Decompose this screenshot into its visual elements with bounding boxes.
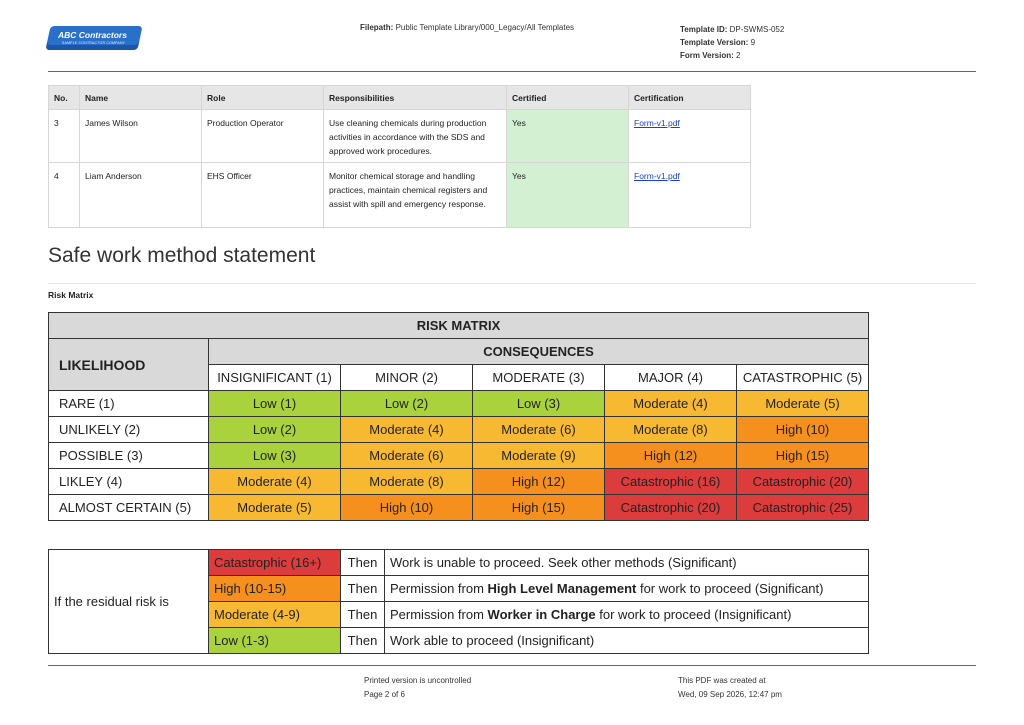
row-no: 4 [49, 163, 80, 228]
matrix-title: RISK MATRIX [49, 313, 869, 339]
likelihood-header: LIKELIHOOD [49, 339, 209, 391]
matrix-row [49, 469, 869, 495]
residual-risk-table [48, 549, 869, 654]
risk-cell-moderate: Moderate (4) [209, 469, 341, 495]
footer-divider [48, 665, 976, 666]
risk-cell-moderate: Moderate (8) [341, 469, 473, 495]
risk-cell-catastrophic: Catastrophic (20) [605, 495, 737, 521]
likelihood-label: RARE (1) [49, 391, 209, 417]
matrix-row [49, 495, 869, 521]
residual-level-catastrophic: Catastrophic (16+) [209, 550, 341, 576]
consequence-header: MAJOR (4) [605, 365, 737, 391]
filepath [360, 23, 574, 32]
residual-then: Then [341, 576, 385, 602]
residual-action [385, 602, 869, 628]
residual-intro: If the residual risk is [49, 550, 209, 654]
risk-cell-moderate: Moderate (6) [341, 443, 473, 469]
action-approver: Worker in Charge [487, 607, 596, 622]
row-certified: Yes [507, 110, 629, 163]
uncontrolled-notice: Printed version is uncontrolled [364, 676, 472, 685]
risk-cell-high: High (12) [605, 443, 737, 469]
risk-cell-moderate: Moderate (8) [605, 417, 737, 443]
row-certification [629, 163, 751, 228]
row-certified: Yes [507, 163, 629, 228]
matrix-row [49, 417, 869, 443]
consequence-header: MINOR (2) [341, 365, 473, 391]
page-number: Page 2 of 6 [364, 690, 405, 699]
section-divider [48, 283, 976, 284]
row-name: Liam Anderson [80, 163, 202, 228]
created-timestamp: Wed, 09 Sep 2026, 12:47 pm [678, 690, 782, 699]
row-role: Production Operator [202, 110, 324, 163]
logo-tagline: SAMPLE CONTRACTOR COMPANY [62, 41, 126, 45]
col-responsibilities: Responsibilities [324, 86, 507, 110]
risk-cell-moderate: Moderate (9) [473, 443, 605, 469]
filepath-label: Filepath: [360, 23, 394, 32]
action-text: Work is unable to proceed. Seek other methods (Significant) [390, 555, 737, 570]
col-certified: Certified [507, 86, 629, 110]
footer-right [678, 674, 782, 702]
risk-cell-low: Low (3) [209, 443, 341, 469]
risk-cell-low: Low (1) [209, 391, 341, 417]
col-no: No. [49, 86, 80, 110]
company-logo [48, 26, 140, 50]
row-name: James Wilson [80, 110, 202, 163]
consequence-header: CATASTROPHIC (5) [737, 365, 869, 391]
risk-cell-catastrophic: Catastrophic (20) [737, 469, 869, 495]
residual-then: Then [341, 602, 385, 628]
col-name: Name [80, 86, 202, 110]
template-version [680, 36, 784, 49]
matrix-title-row [49, 313, 869, 339]
created-label: This PDF was created at [678, 676, 766, 685]
table-row [49, 110, 751, 163]
risk-cell-moderate: Moderate (6) [473, 417, 605, 443]
residual-level-high: High (10-15) [209, 576, 341, 602]
row-certification [629, 110, 751, 163]
risk-cell-moderate: Moderate (4) [341, 417, 473, 443]
risk-cell-high: High (15) [737, 443, 869, 469]
row-role: EHS Officer [202, 163, 324, 228]
risk-cell-low: Low (2) [209, 417, 341, 443]
filepath-value: Public Template Library/000_Legacy/All Templates [395, 23, 575, 32]
action-text: Permission from [390, 607, 488, 622]
col-role: Role [202, 86, 324, 110]
action-text-end: for work to proceed (Insignificant) [595, 607, 792, 622]
table-row [49, 163, 751, 228]
template-id [680, 23, 784, 36]
consequence-header: INSIGNIFICANT (1) [209, 365, 341, 391]
likelihood-label: UNLIKELY (2) [49, 417, 209, 443]
personnel-table [48, 85, 751, 228]
risk-cell-high: High (10) [737, 417, 869, 443]
action-approver: High Level Management [487, 581, 637, 596]
matrix-row [49, 443, 869, 469]
risk-cell-high: High (10) [341, 495, 473, 521]
action-text: Work able to proceed (Insignificant) [390, 633, 595, 648]
col-certification: Certification [629, 86, 751, 110]
template-id-label: Template ID: [680, 25, 728, 34]
risk-cell-high: High (15) [473, 495, 605, 521]
form-version-value: 2 [736, 51, 741, 60]
residual-then: Then [341, 628, 385, 654]
risk-matrix-label: Risk Matrix [48, 290, 94, 300]
risk-cell-catastrophic: Catastrophic (25) [737, 495, 869, 521]
risk-cell-catastrophic: Catastrophic (16) [605, 469, 737, 495]
residual-action [385, 628, 869, 654]
consequence-header: MODERATE (3) [473, 365, 605, 391]
residual-level-moderate: Moderate (4-9) [209, 602, 341, 628]
logo-name: ABC Contractors [58, 30, 127, 40]
template-version-value: 9 [750, 38, 756, 47]
personnel-header-row [49, 86, 751, 110]
form-version-label: Form Version: [680, 51, 734, 60]
likelihood-label: POSSIBLE (3) [49, 443, 209, 469]
row-responsibilities: Monitor chemical storage and handling practices, maintain chemical registers and assist with spill and emergency response. [324, 163, 507, 228]
risk-matrix [48, 312, 869, 521]
risk-cell-high: High (12) [473, 469, 605, 495]
action-text: Permission from [390, 581, 488, 596]
likelihood-label: LIKLEY (4) [49, 469, 209, 495]
residual-level-low: Low (1-3) [209, 628, 341, 654]
likelihood-label: ALMOST CERTAIN (5) [49, 495, 209, 521]
residual-action [385, 550, 869, 576]
matrix-consequences-row [49, 339, 869, 365]
header-divider [48, 71, 976, 72]
risk-cell-moderate: Moderate (5) [737, 391, 869, 417]
certification-link[interactable]: Form-v1.pdf [634, 118, 680, 128]
footer-left [364, 674, 471, 702]
matrix-row [49, 391, 869, 417]
risk-cell-low: Low (3) [473, 391, 605, 417]
residual-row [49, 550, 869, 576]
row-no: 3 [49, 110, 80, 163]
consequences-header: CONSEQUENCES [209, 339, 869, 365]
risk-cell-low: Low (2) [341, 391, 473, 417]
template-id-value: DP-SWMS-052 [729, 25, 785, 34]
row-responsibilities: Use cleaning chemicals during production activities in accordance with the SDS and approved work procedures. [324, 110, 507, 163]
action-text-end: for work to proceed (Significant) [636, 581, 824, 596]
certification-link[interactable]: Form-v1.pdf [634, 171, 680, 181]
form-version [680, 49, 784, 62]
residual-action [385, 576, 869, 602]
residual-then: Then [341, 550, 385, 576]
risk-cell-moderate: Moderate (4) [605, 391, 737, 417]
template-version-label: Template Version: [680, 38, 749, 47]
template-info [680, 23, 784, 62]
section-title: Safe work method statement [48, 244, 316, 267]
risk-cell-moderate: Moderate (5) [209, 495, 341, 521]
